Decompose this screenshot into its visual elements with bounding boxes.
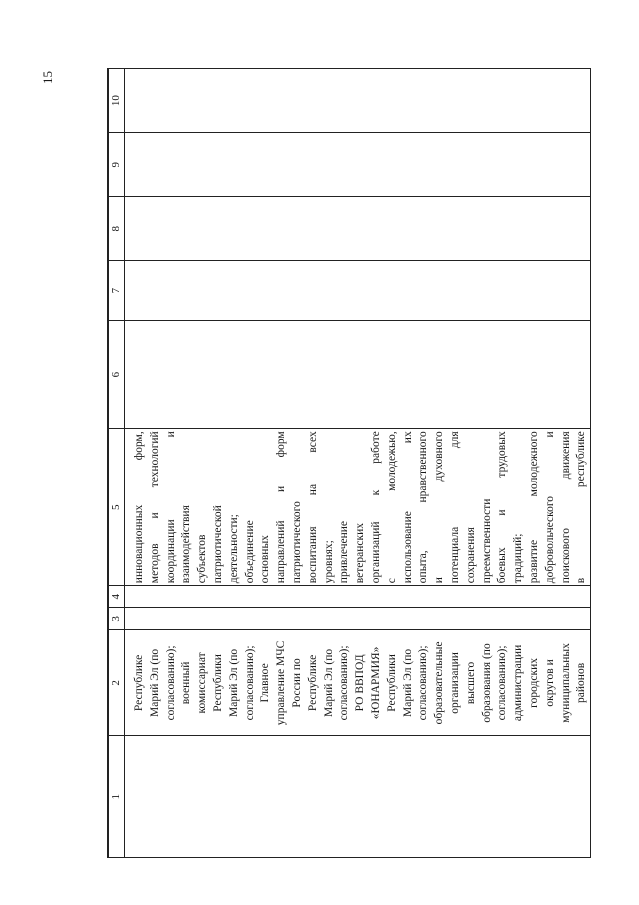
col-header-3: 3 bbox=[108, 608, 125, 630]
text-line: деятельности; bbox=[227, 514, 240, 584]
text-line: традиций; bbox=[512, 533, 525, 584]
text-line: Марий Эл (по bbox=[148, 648, 161, 717]
text-line: администрации bbox=[512, 644, 525, 722]
text-line: образовательные bbox=[433, 641, 446, 725]
cell-col-4 bbox=[125, 586, 591, 608]
text-line: РО ВВПОД bbox=[354, 654, 367, 712]
text-line: и духовного bbox=[433, 431, 446, 584]
cell-col-8 bbox=[125, 197, 591, 261]
text-line: потенциала для bbox=[448, 431, 461, 584]
text-line: привлечение bbox=[338, 520, 351, 584]
text-line: Республике bbox=[133, 654, 145, 712]
text-line: согласованию); bbox=[243, 645, 256, 721]
text-line: Республики bbox=[385, 654, 398, 712]
text-line: высшего bbox=[464, 661, 477, 705]
text-line: районов bbox=[575, 662, 588, 703]
text-line: патриотической bbox=[211, 505, 224, 584]
text-line: направлений и форм bbox=[275, 431, 288, 584]
col-header-9: 9 bbox=[108, 133, 125, 197]
executors-text bbox=[132, 632, 590, 733]
text-line: преемственности bbox=[480, 498, 493, 584]
text-line: субъектов bbox=[196, 534, 209, 584]
cell-executors bbox=[125, 630, 591, 736]
text-line: ветеранских bbox=[354, 522, 367, 584]
text-line: использование их bbox=[401, 431, 414, 584]
text-line: округов и bbox=[543, 659, 556, 707]
text-line: «ЮНАРМИЯ» bbox=[369, 646, 382, 720]
text-line: воспитания на всех bbox=[306, 431, 319, 584]
text-line: городских bbox=[527, 658, 540, 708]
col-header-6: 6 bbox=[108, 321, 125, 429]
text-line: инновационных форм, bbox=[133, 431, 145, 584]
cell-col-9 bbox=[125, 133, 591, 197]
cell-col-7 bbox=[125, 261, 591, 321]
col-header-4: 4 bbox=[108, 586, 125, 608]
text-line: Марий Эл (по bbox=[401, 648, 414, 717]
col-header-10: 10 bbox=[108, 69, 125, 133]
text-line: муниципальных bbox=[559, 643, 572, 723]
col-header-8: 8 bbox=[108, 197, 125, 261]
cell-col-10 bbox=[125, 69, 591, 133]
text-line: патриотического bbox=[290, 501, 303, 584]
text-line: комиссариат bbox=[196, 652, 209, 714]
text-line: опыта, нравственного bbox=[417, 431, 430, 584]
text-line: уровнях; bbox=[322, 540, 335, 584]
text-line: методов и технологий bbox=[148, 431, 161, 584]
text-line: взаимодействия bbox=[180, 505, 193, 584]
table-row bbox=[125, 69, 591, 858]
text-line: в республике bbox=[575, 431, 588, 584]
text-line: Республики bbox=[211, 654, 224, 712]
text-line: развитие молодежного bbox=[527, 431, 540, 584]
text-line: организации bbox=[448, 652, 461, 714]
col-header-5: 5 bbox=[108, 429, 125, 586]
col-header-1: 1 bbox=[108, 736, 125, 858]
text-line: согласованию); bbox=[164, 645, 177, 721]
text-line: согласованию); bbox=[338, 645, 351, 721]
cell-results bbox=[125, 429, 591, 586]
text-line: Главное bbox=[259, 663, 272, 703]
text-line: боевых и трудовых bbox=[496, 431, 509, 584]
text-line: добровольческого и bbox=[543, 431, 556, 584]
text-line: организаций к работе bbox=[369, 431, 382, 584]
text-line: согласованию); bbox=[496, 645, 509, 721]
text-line: согласованию); bbox=[417, 645, 430, 721]
text-line: Республике bbox=[306, 654, 319, 712]
cell-col-3 bbox=[125, 608, 591, 630]
rotated-table-container bbox=[107, 68, 588, 858]
text-line: Марий Эл (по bbox=[227, 648, 240, 717]
text-line: образования (по bbox=[480, 643, 493, 723]
text-line: России по bbox=[290, 658, 303, 708]
page-number: 15 bbox=[40, 71, 55, 84]
cell-col-6 bbox=[125, 321, 591, 429]
text-line: координации и bbox=[164, 431, 177, 584]
text-line: управление МЧС bbox=[275, 640, 288, 726]
text-line: Марий Эл (по bbox=[322, 648, 335, 717]
text-line: военный bbox=[180, 661, 193, 705]
text-line: поискового движения bbox=[559, 431, 572, 584]
col-header-7: 7 bbox=[108, 261, 125, 321]
cell-col-1 bbox=[125, 736, 591, 858]
text-line: сохранения bbox=[464, 527, 477, 584]
text-line: с молодежью, bbox=[385, 431, 398, 584]
table-header-row bbox=[108, 69, 125, 858]
text-line: объединение bbox=[243, 520, 256, 584]
text-line: основных bbox=[259, 535, 272, 584]
results-text bbox=[132, 431, 590, 583]
plan-table bbox=[107, 68, 591, 858]
col-header-2: 2 bbox=[108, 630, 125, 736]
